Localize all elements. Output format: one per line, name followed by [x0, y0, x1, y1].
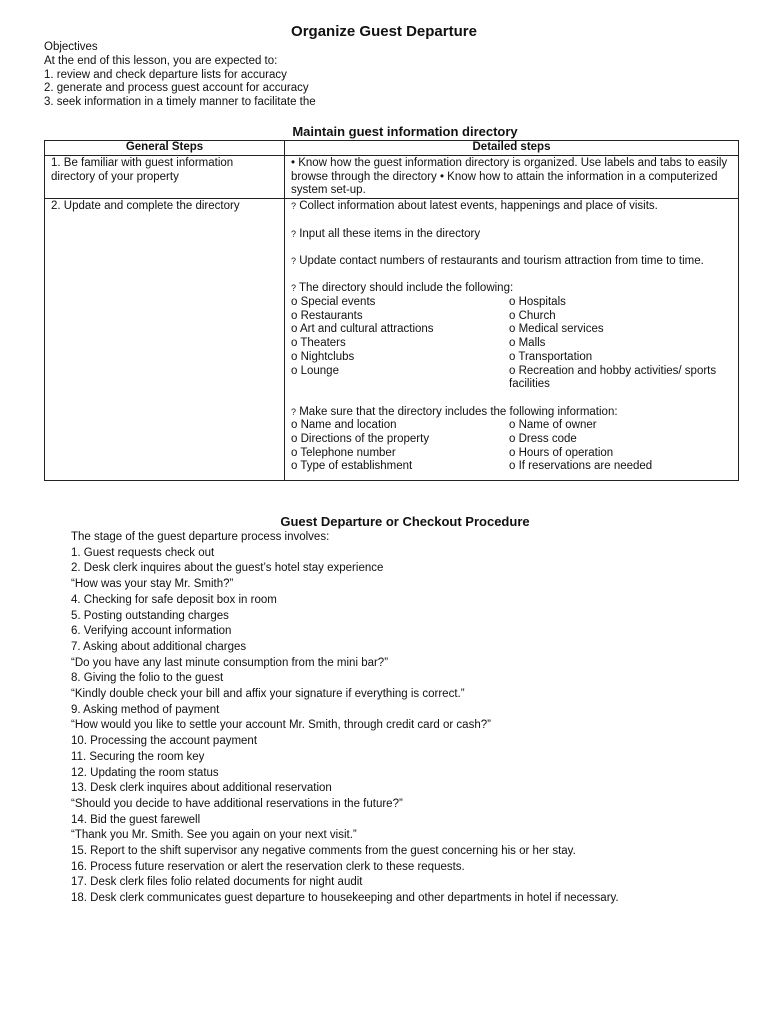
- procedure-line: 1. Guest requests check out: [71, 546, 215, 559]
- list-item: o Nightclubs o Transportation: [291, 350, 593, 363]
- list-item: o Directions of the property o Dress code: [291, 433, 577, 445]
- procedure-line: 6. Verifying account information: [71, 625, 232, 638]
- procedure-list: [71, 530, 619, 907]
- procedure-line: “Do you have any last minute consumption from the mini bar?”: [71, 656, 389, 669]
- detail-bullet: ? Update contact numbers of restaurants and tourism attraction from time to time.: [291, 254, 704, 267]
- list-item: o Lounge o Recreation and hobby activities/ sports facilities: [291, 364, 717, 391]
- page-title: Organize Guest Departure: [291, 23, 477, 40]
- table-row: [45, 199, 739, 481]
- objective-item: 2. generate and process guest account for accuracy: [44, 82, 309, 95]
- detail-bullet-list: ? The directory should include the following: o Special events o Hospitals o Restaurants o Church o Art and cultural attractions o Medical services o Theaters o Malls o Nightclubs o Transportation o Lounge o Recreation and hobby activities/ sports facilities: [291, 282, 732, 392]
- bullet-glyph-icon: ?: [291, 201, 297, 212]
- detail-bullet: ? Input all these items in the directory: [291, 227, 481, 240]
- bullet-glyph-icon: ?: [291, 406, 297, 417]
- list-item: o Name and location o Name of owner: [291, 419, 597, 432]
- procedure-line: 2. Desk clerk inquires about the guest’s hotel stay experience: [71, 562, 384, 575]
- list-item: o Restaurants o Church: [291, 309, 556, 322]
- directory-table: [44, 140, 739, 481]
- procedure-line: 10. Processing the account payment: [71, 735, 258, 748]
- procedure-line: The stage of the guest departure process involves:: [71, 531, 330, 543]
- general-step-cell: 1. Be familiar with guest information directory of your property: [45, 156, 285, 199]
- objective-item: 3. seek information in a timely manner to facilitate the: [44, 96, 316, 109]
- column-header-detailed-steps: Detailed steps: [285, 141, 739, 156]
- detailed-step-cell: • Know how the guest information directory is organized. Use labels and tabs to easily browse through the directory • Know how to attain the information in a computerized system set-up.: [285, 156, 739, 199]
- objectives-heading: Objectives: [44, 41, 98, 53]
- procedure-line: “Thank you Mr. Smith. See you again on your next visit.”: [71, 829, 357, 842]
- procedure-section-title: Guest Departure or Checkout Procedure: [280, 514, 530, 529]
- list-item: o Telephone number o Hours of operation: [291, 446, 614, 459]
- procedure-line: 14. Bid the guest farewell: [71, 813, 201, 826]
- detail-bullet: ? Collect information about latest events, happenings and place of visits.: [291, 200, 658, 213]
- objectives-section: [44, 41, 316, 110]
- procedure-line: “Kindly double check your bill and affix your signature if everything is correct.”: [71, 688, 465, 701]
- procedure-line: 9. Asking method of payment: [71, 703, 220, 716]
- table-row: [45, 156, 739, 199]
- list-item: o Special events o Hospitals: [291, 295, 566, 308]
- procedure-line: 5. Posting outstanding charges: [71, 609, 229, 622]
- procedure-line: 18. Desk clerk communicates guest departure to housekeeping and other departments in hotel if necessary.: [71, 892, 619, 905]
- detailed-step-cell: [285, 199, 739, 481]
- procedure-line: “Should you decide to have additional reservations in the future?”: [71, 797, 403, 810]
- list-item: o Theaters o Malls: [291, 337, 546, 350]
- procedure-line: 11. Securing the room key: [71, 750, 205, 763]
- procedure-line: 7. Asking about additional charges: [71, 640, 247, 653]
- procedure-line: 12. Updating the room status: [71, 766, 219, 779]
- procedure-line: “How was your stay Mr. Smith?”: [71, 578, 234, 591]
- table-header-row: [45, 141, 739, 156]
- detail-bullet-list: ? Make sure that the directory includes the following information: o Name and location o Name of owner o Directions of the property o Dress code o Telephone number o Hours of operation o Type of establishment o If reservations are needed: [291, 406, 732, 475]
- procedure-line: 4. Checking for safe deposit box in room: [71, 593, 277, 606]
- procedure-line: 16. Process future reservation or alert the reservation clerk to these requests.: [71, 860, 465, 873]
- procedure-line: 13. Desk clerk inquires about additional reservation: [71, 782, 332, 795]
- list-item: o Art and cultural attractions o Medical services: [291, 323, 604, 336]
- column-header-general-steps: General Steps: [45, 141, 285, 156]
- procedure-line: 17. Desk clerk files folio related documents for night audit: [71, 876, 363, 889]
- bullet-glyph-icon: ?: [291, 228, 297, 239]
- procedure-line: 15. Report to the shift supervisor any negative comments from the guest concerning his or her stay.: [71, 845, 576, 858]
- bullet-glyph-icon: ?: [291, 283, 297, 294]
- objective-item: 1. review and check departure lists for accuracy: [44, 68, 287, 81]
- objectives-intro: At the end of this lesson, you are expected to:: [44, 54, 278, 67]
- procedure-line: “How would you like to settle your account Mr. Smith, through credit card or cash?”: [71, 719, 491, 732]
- directory-section-title: Maintain guest information directory: [292, 124, 518, 139]
- bullet-glyph-icon: ?: [291, 255, 297, 266]
- list-item: o Type of establishment o If reservations are needed: [291, 460, 653, 473]
- general-step-cell: 2. Update and complete the directory: [45, 199, 285, 481]
- procedure-line: 8. Giving the folio to the guest: [71, 672, 224, 685]
